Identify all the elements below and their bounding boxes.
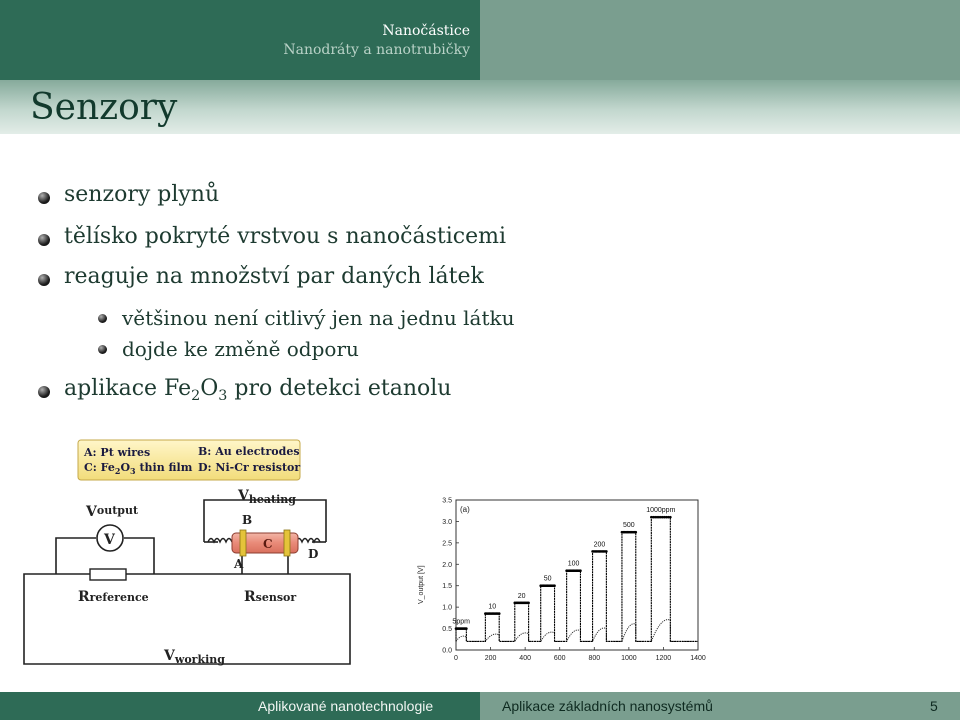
y-tick-label: 0.5 (442, 626, 452, 634)
legend-b: B: Au electrodes (198, 445, 300, 458)
y-tick-label: 2.5 (442, 540, 452, 548)
bullet-icon (38, 386, 50, 398)
footer-course-title: Aplikované nanotechnologie (258, 698, 434, 714)
y-tick-label: 0.0 (442, 647, 452, 655)
x-tick-label: 800 (588, 655, 601, 662)
header-section-title: Nanočástice (382, 23, 470, 39)
x-tick-label: 1400 (690, 655, 706, 662)
label-c: C (263, 537, 273, 551)
chart-plot-area (456, 500, 698, 650)
sub-bullet-text: většinou není citlivý jen na jednu látku (122, 306, 515, 330)
formula-part: aplikace Fe (64, 376, 192, 401)
chart-title: (a) (460, 505, 470, 514)
bullet-icon (38, 274, 50, 286)
electrode-right (284, 530, 290, 556)
slide-title: Senzory (30, 87, 178, 128)
data-label: 100 (567, 560, 580, 568)
voltmeter-label: V (104, 532, 115, 548)
electrode-left (240, 530, 246, 556)
bullet-text (64, 375, 451, 410)
chart-ylabel: V_output [V] (418, 565, 425, 604)
legend-c: C: $Fe_2O_3$ thin film (84, 461, 193, 476)
formula-part: pro detekci etanolu (227, 376, 452, 401)
label-a: A (234, 557, 244, 571)
formula-subscript: 2 (191, 388, 201, 404)
label-d: D (308, 547, 319, 561)
sub-bullet-text: dojde ke změně odporu (122, 337, 359, 361)
circuit-main-loop (24, 574, 350, 664)
data-point (498, 612, 501, 615)
r-sensor-label: Rsensor (244, 589, 297, 605)
data-label: 200 (593, 541, 606, 549)
data-label: 50 (543, 575, 552, 583)
reference-resistor-icon (90, 569, 126, 580)
x-tick-label: 400 (519, 655, 531, 662)
data-point (527, 602, 530, 605)
v-heating-label: $V_{heating}$ (238, 488, 296, 506)
footer-page-number: 5 (930, 698, 938, 714)
data-point (669, 516, 672, 519)
data-label: 20 (517, 592, 526, 600)
bullet-text: senzory plynů (64, 182, 220, 207)
sensor-circuit-diagram (20, 434, 400, 674)
y-tick-label: 3.0 (442, 518, 452, 526)
x-tick-label: 1000 (621, 655, 637, 662)
legend-d: D: Ni-Cr resistor (198, 461, 301, 474)
x-tick-label: 1200 (655, 655, 672, 662)
formula-part: O (200, 376, 219, 401)
data-point (465, 627, 468, 630)
sub-bullet-icon (98, 345, 107, 354)
y-tick-label: 3.5 (442, 497, 452, 505)
header-subsection-title: Nanodráty a nanotrubičky (283, 42, 470, 58)
data-point (605, 550, 608, 553)
data-label: 500 (623, 522, 635, 530)
r-reference-label: Rreference (78, 589, 149, 605)
data-point (579, 569, 582, 572)
y-tick-label: 1.5 (442, 583, 452, 591)
data-label: 5ppm (452, 618, 470, 626)
data-point (634, 531, 637, 534)
footer-chapter-title: Aplikace základních nanosystémů (502, 698, 713, 714)
x-tick-label: 0 (454, 655, 458, 662)
x-tick-label: 600 (553, 655, 566, 662)
v-output-label: Voutput (86, 504, 139, 520)
header-right-band (480, 0, 960, 80)
x-tick-label: 200 (484, 655, 497, 662)
legend-a: A: Pt wires (84, 446, 151, 459)
v-working-label: $V_{working}$ (164, 648, 225, 666)
wire-voltmeter-right (124, 538, 154, 574)
bullet-icon (38, 192, 50, 204)
bullet-text: tělísko pokryté vrstvou s nanočásticemi (64, 224, 506, 249)
bullet-icon (38, 234, 50, 246)
label-b: B (242, 513, 253, 527)
data-point (553, 584, 556, 587)
data-label: 10 (488, 603, 497, 611)
formula-subscript: 3 (218, 388, 228, 404)
bullet-text: reaguje na množství par daných látek (64, 264, 484, 289)
data-label: 1000ppm (646, 507, 676, 515)
sub-bullet-icon (98, 314, 107, 323)
footer-bar (0, 692, 960, 720)
y-tick-label: 1.0 (442, 604, 452, 612)
ethanol-response-chart (410, 494, 710, 670)
y-tick-label: 2.0 (442, 561, 452, 569)
